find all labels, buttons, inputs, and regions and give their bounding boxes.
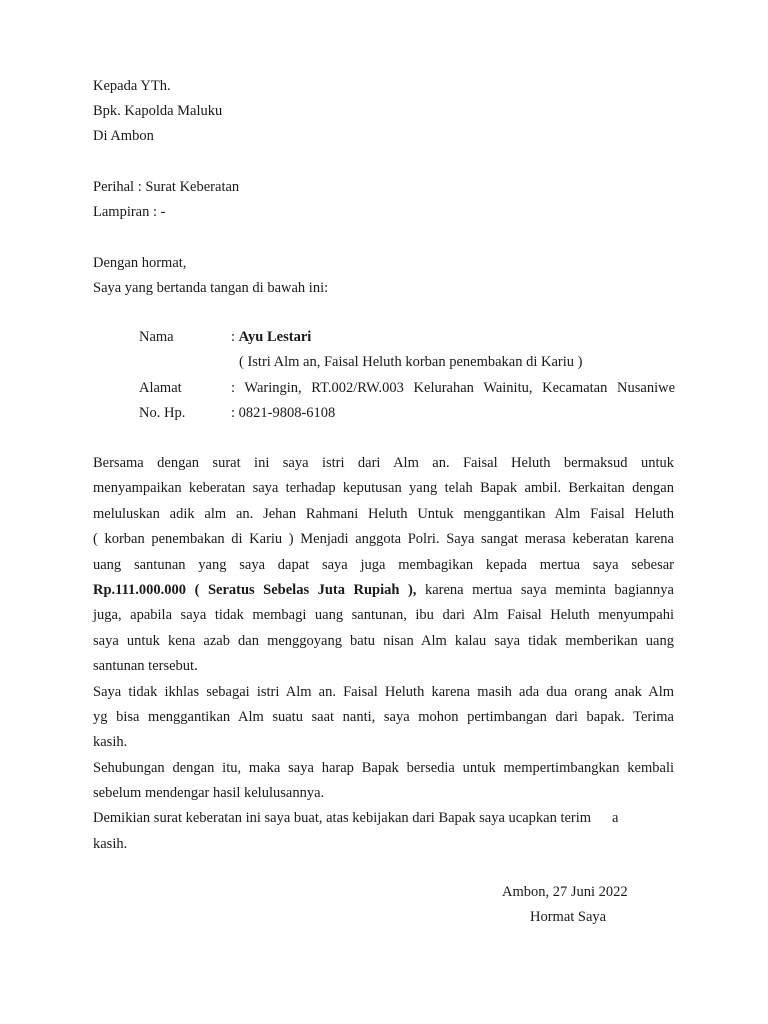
paragraph-2-line-1: Saya tidak ikhlas sebagai istri Alm an. Faisal Heluth karena masih ada dua orang anak Alm (93, 683, 674, 700)
sign-off: Hormat Saya (530, 909, 607, 925)
hp-value: : 0821-9808-6108 (231, 405, 336, 422)
identity-table (139, 328, 675, 430)
identity-row-alamat (139, 379, 675, 404)
identity-row-note (139, 353, 675, 378)
greeting: Dengan hormat, (93, 255, 187, 271)
paragraph-4-tail: a (612, 810, 619, 827)
hp-label: No. Hp. (139, 405, 186, 422)
recipient-line-3: Di Ambon (93, 128, 154, 144)
amount-open-paren: ( (194, 581, 200, 598)
place-date: Ambon, 27 Juni 2022 (502, 884, 628, 900)
paragraph-2-line-2: yg bisa menggantikan Alm suatu saat nanti, saya mohon pertimbangan dari bapak. Terima (93, 708, 674, 725)
paragraph-1-line-9: santunan tersebut. (93, 658, 198, 675)
identity-row-hp (139, 404, 675, 429)
recipient-line-1: Kepada YTh. (93, 78, 171, 94)
paragraph-1-line-3: meluluskan adik alm an. Jehan Rahmani Heluth Untuk menggantikan Alm Faisal Heluth (93, 505, 674, 522)
paragraph-1-line-8: saya untuk kena azab dan menggoyang batu nisan Alm kalau saya tidak memberikan uang (93, 632, 674, 649)
paragraph-1-line-7: juga, apabila saya tidak membagi uang santunan, ibu dari Alm Faisal Heluth menyumpahi (93, 607, 674, 624)
amount-words: Seratus Sebelas Juta Rupiah ), (207, 581, 417, 598)
subject-perihal: Perihal : Surat Keberatan (93, 179, 240, 195)
paragraph-1-line-6 (93, 578, 674, 603)
recipient-line-2: Bpk. Kapolda Maluku (93, 103, 223, 119)
nama-value-group (231, 328, 311, 346)
nama-label: Nama (139, 329, 174, 345)
alamat-value: : Waringin, RT.002/RW.003 Kelurahan Wainitu, Kecamatan Nusaniwe (231, 379, 675, 396)
paragraph-3-line-1: Sehubungan dengan itu, maka saya harap Bapak bersedia untuk mempertimbangkan kembali (93, 759, 674, 776)
letter-body (93, 451, 674, 857)
paragraph-2-line-3: kasih. (93, 734, 128, 751)
paragraph-4-text: Demikian surat keberatan ini saya buat, atas kebijakan dari Bapak saya ucapkan terim (93, 810, 592, 827)
paragraph-1-line-4: ( korban penembakan di Kariu ) Menjadi anggota Polri. Saya sangat merasa keberatan karena (93, 531, 674, 548)
nama-value: Ayu Lestari (238, 329, 312, 345)
paragraph-1-line-5: uang santunan yang saya dapat saya juga membagikan kepada mertua saya sebesar (93, 556, 674, 573)
intro-sentence: Saya yang bertanda tangan di bawah ini: (93, 280, 329, 296)
amount-followup: karena mertua saya meminta bagiannya (424, 581, 674, 598)
paragraph-1-line-2: menyampaikan keberatan saya terhadap keputusan yang telah Bapak ambil. Berkaitan dengan (93, 480, 674, 497)
nama-note: ( Istri Alm an, Faisal Heluth korban penembakan di Kariu ) (239, 354, 583, 371)
paragraph-4-line-2: kasih. (93, 835, 128, 852)
paragraph-4-line-1 (93, 806, 674, 831)
identity-row-nama (139, 328, 675, 353)
nama-colon: : (231, 329, 236, 345)
alamat-label: Alamat (139, 379, 182, 396)
subject-lampiran: Lampiran : - (93, 204, 166, 220)
paragraph-3-line-2: sebelum mendengar hasil kelulusannya. (93, 785, 325, 802)
amount-figure: Rp.111.000.000 (93, 581, 187, 598)
paragraph-1-line-1: Bersama dengan surat ini saya istri dari Alm an. Faisal Heluth bermaksud untuk (93, 455, 674, 471)
